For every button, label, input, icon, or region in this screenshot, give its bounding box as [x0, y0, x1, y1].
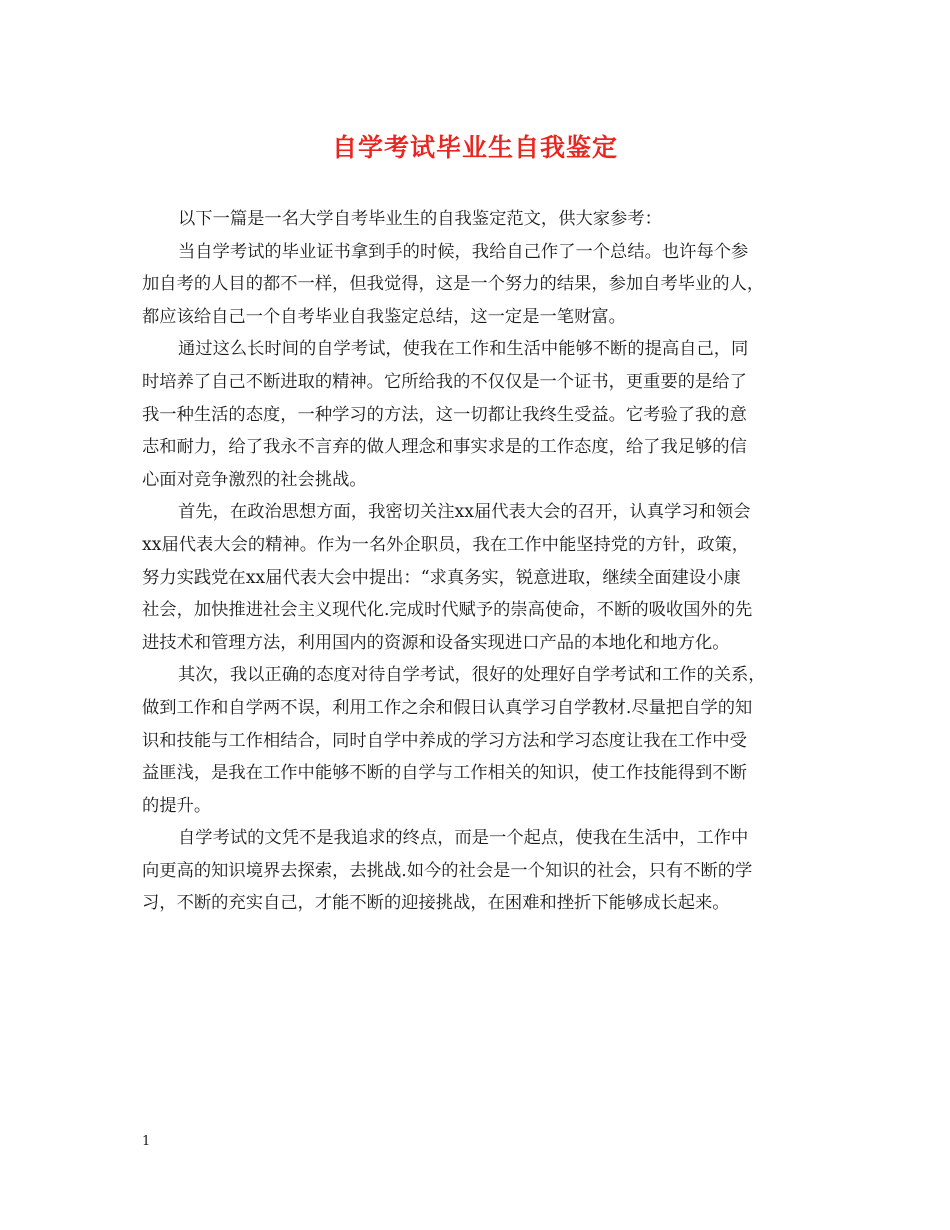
text-line: 进技术和管理方法，利用国内的资源和设备实现进口产品的本地化和地方化。 [142, 632, 730, 653]
text-line: 自学考试的文凭不是我追求的终点，而是一个起点，使我在生活中，工作中 [178, 828, 749, 849]
text-line: 志和耐力，给了我永不言弃的做人理念和事实求是的工作态度，给了我足够的信 [142, 437, 747, 458]
text-line: 以下一篇是一名大学自考毕业生的自我鉴定范文，供大家参考： [178, 209, 662, 229]
text-line: 习，不断的充实自己，才能不断的迎接挑战，在困难和挫折下能够成长起来。 [142, 893, 730, 914]
text-line: 通过这么长时间的自学考试，使我在工作和生活中能够不断的提高自己，同 [178, 339, 749, 360]
text-line: 都应该给自己一个自考毕业自我鉴定总结，这一定是一笔财富。 [142, 306, 626, 327]
text-line: 识和技能与工作相结合，同时自学中养成的学习方法和学习态度让我在工作中受 [142, 730, 747, 751]
text-line: 益匪浅，是我在工作中能够不断的自学与工作相关的知识，使工作技能得到不断 [142, 763, 747, 784]
document-title: 自学考试毕业生自我鉴定 [331, 133, 618, 162]
document-body [142, 203, 810, 920]
text-line: 的提升。 [142, 795, 212, 816]
text-line: 我一种生活的态度，一种学习的方法，这一切都让我终生受益。它考验了我的意 [142, 404, 747, 425]
text-line: 社会，加快推进社会主义现代化.完成时代赋予的崇高使命，不断的吸收国外的先 [142, 600, 753, 621]
text-line: 当自学考试的毕业证书拿到手的时候，我给自己作了一个总结。也许每个参 [178, 241, 749, 262]
text-line: 心面对竞争激烈的社会挑战。 [142, 469, 367, 490]
text-line: 努力实践党在xx届代表大会中提出：“求真务实，锐意进取，继续全面建设小康 [142, 567, 741, 588]
text-line: 时培养了自己不断进取的精神。它所给我的不仅仅是一个证书，更重要的是给了 [142, 371, 747, 392]
text-line: 向更高的知识境界去探索，去挑战.如今的社会是一个知识的社会，只有不断的学 [142, 860, 753, 881]
text-line: 其次，我以正确的态度对待自学考试，很好的处理好自学考试和工作的关系， [178, 665, 766, 686]
page-number: 1 [142, 1134, 151, 1149]
text-line: 做到工作和自学两不误，利用工作之余和假日认真学习自学教材.尽量把自学的知 [142, 697, 753, 718]
text-line: 首先，在政治思想方面，我密切关注xx届代表大会的召开，认真学习和领会 [178, 502, 751, 523]
text-line: 加自考的人目的都不一样，但我觉得，这是一个努力的结果，参加自考毕业的人， [142, 274, 765, 295]
text-line: xx届代表大会的精神。作为一名外企职员，我在工作中能坚持党的方针，政策， [142, 534, 750, 555]
